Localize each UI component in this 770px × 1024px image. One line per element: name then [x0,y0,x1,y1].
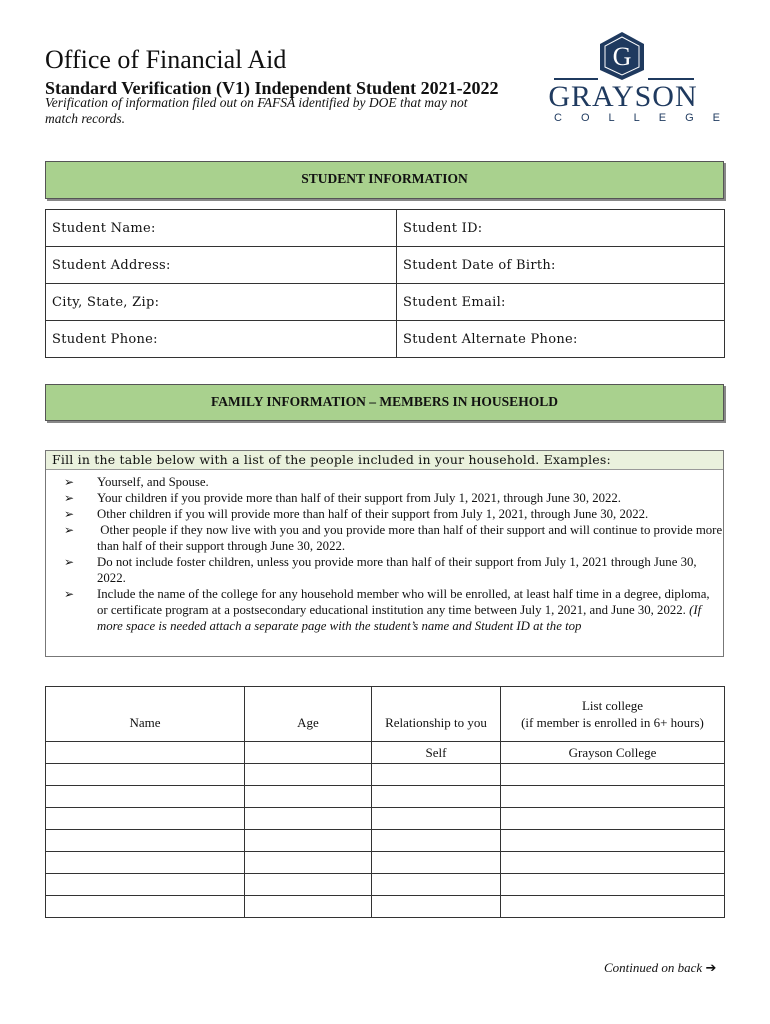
member-relationship-cell[interactable] [372,896,501,918]
member-relationship-cell[interactable] [372,764,501,786]
member-college-cell[interactable] [501,896,725,918]
student-phone-field[interactable]: Student Phone: [46,321,397,358]
member-relationship-cell[interactable] [372,830,501,852]
list-item-text: Other people if they now live with you and you provide more than half of their support and will continue to provide more than half of their support through June 30, 2022. [97,523,726,553]
form-title-year: Independent Student 2021-2022 [254,78,499,98]
right-arrow-icon: ➔ [705,961,717,976]
member-relationship-cell[interactable] [372,808,501,830]
table-row [46,874,725,896]
list-item [64,522,726,554]
continued-on-back [604,960,716,976]
list-item-text: Yourself, and Spouse. [97,475,209,489]
member-age-cell[interactable] [245,764,372,786]
member-name-cell[interactable] [46,852,245,874]
member-college-cell[interactable] [501,852,725,874]
list-item-text: Your children if you provide more than half of their support from July 1, 2021, through June 30, 2022. [97,491,622,505]
student-id-field[interactable]: Student ID: [397,210,725,247]
student-info-row [46,321,725,358]
table-row [46,830,725,852]
family-info-banner [45,384,724,421]
office-title: Office of Financial Aid [45,45,287,74]
college-logo [548,32,739,127]
col-header-relationship: Relationship to you [372,687,501,742]
member-age-cell[interactable] [245,830,372,852]
list-item-text: Other children if you will provide more than half of their support from July 1, 2021, through June 30, 2022. [97,507,649,521]
household-examples-list [46,474,726,634]
list-item-text: Do not include foster children, unless you provide more than half of their support from July 1, 2021 through June 30, 2022. [97,555,697,585]
family-info-heading: FAMILY INFORMATION – MEMBERS IN HOUSEHOLD [211,394,558,409]
table-header-row [46,687,725,742]
arrowhead-bullet-icon: ➢ [64,475,75,489]
student-info-row [46,210,725,247]
col-header-college [501,687,725,742]
member-name-cell[interactable] [46,764,245,786]
col-header-college-line1: List college [581,698,643,713]
logo-letter: G [612,42,632,71]
member-age-cell[interactable] [245,896,372,918]
col-header-age: Age [245,687,372,742]
member-relationship-cell[interactable] [372,852,501,874]
member-college-cell[interactable] [501,786,725,808]
student-dob-field[interactable]: Student Date of Birth: [397,247,725,284]
member-relationship-cell[interactable] [372,786,501,808]
member-relationship-cell[interactable]: Self [372,742,501,764]
member-college-cell[interactable] [501,764,725,786]
arrowhead-bullet-icon: ➢ [64,491,75,505]
member-age-cell[interactable] [245,786,372,808]
member-name-cell[interactable] [46,874,245,896]
member-college-cell[interactable] [501,874,725,896]
student-email-field[interactable]: Student Email: [397,284,725,321]
list-item [64,506,723,522]
arrowhead-bullet-icon: ➢ [64,507,75,521]
arrowhead-bullet-icon: ➢ [64,587,75,601]
member-college-cell[interactable] [501,830,725,852]
student-info-heading: STUDENT INFORMATION [301,171,468,186]
attach-page-note: (If more space is needed attach a separate page with the student’s name and Student ID at the top [97,603,702,633]
member-age-cell[interactable] [245,852,372,874]
student-info-row [46,284,725,321]
student-name-field[interactable]: Student Name: [46,210,397,247]
form-subtitle: Verification of information filed out on FAFSA identified by DOE that may not match records. [45,95,468,126]
arrowhead-bullet-icon: ➢ [64,523,75,537]
student-info-banner [45,161,724,199]
col-header-name: Name [46,687,245,742]
logo-shield-icon [600,32,644,80]
student-address-field[interactable]: Student Address: [46,247,397,284]
household-members-table [45,686,725,918]
member-college-cell[interactable] [501,808,725,830]
member-name-cell[interactable] [46,808,245,830]
list-item [64,490,723,506]
logo-subtext: COLLEGE [554,112,739,124]
city-state-zip-field[interactable]: City, State, Zip: [46,284,397,321]
member-age-cell[interactable] [245,874,372,896]
list-item [64,586,723,634]
table-row [46,852,725,874]
member-age-cell[interactable] [245,808,372,830]
list-item [64,554,723,586]
logo-wordmark: GRAYSON [548,80,698,113]
member-name-cell[interactable] [46,742,245,764]
member-age-cell[interactable] [245,742,372,764]
student-alt-phone-field[interactable]: Student Alternate Phone: [397,321,725,358]
table-row [46,786,725,808]
table-row [46,896,725,918]
member-relationship-cell[interactable] [372,874,501,896]
student-info-table [45,209,725,358]
household-instructions [45,450,724,657]
form-title-version: Standard Verification (V1) [45,78,251,98]
member-name-cell[interactable] [46,830,245,852]
table-row [46,742,725,764]
continued-text: Continued on back [604,960,703,975]
arrowhead-bullet-icon: ➢ [64,555,75,569]
member-name-cell[interactable] [46,896,245,918]
col-header-college-line2: (if member is enrolled in 6+ hours) [521,715,704,730]
table-row [46,808,725,830]
member-college-cell[interactable]: Grayson College [501,742,725,764]
household-intro: Fill in the table below with a list of the people included in your household. Examples: [46,451,723,470]
list-item-text: Include the name of the college for any household member who will be enrolled, at least half time in a degree, diploma, or certificate program at a postsecondary educational institution any time between July 1, 2021, and June 30, 2022. [97,587,710,617]
table-row [46,764,725,786]
list-item [64,474,723,490]
student-info-row [46,247,725,284]
member-name-cell[interactable] [46,786,245,808]
